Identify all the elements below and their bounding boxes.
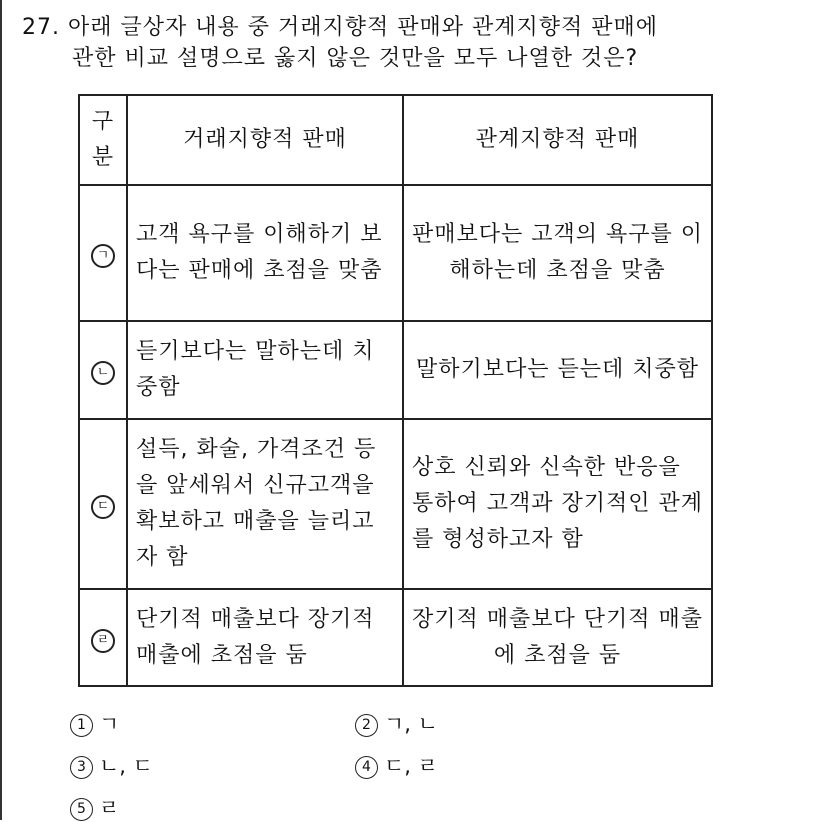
choice-number: 4 bbox=[355, 756, 378, 779]
choice-number: 1 bbox=[70, 714, 93, 737]
choice-text: ㄹ bbox=[99, 796, 120, 820]
choice-number: 5 bbox=[70, 798, 93, 821]
page-left-border bbox=[0, 0, 2, 820]
header-gubun-char-1: 구 bbox=[91, 109, 115, 134]
table-row bbox=[79, 419, 712, 589]
choice-text: ㄴ, ㄷ bbox=[99, 754, 153, 778]
comparison-table bbox=[78, 94, 713, 687]
choice-text: ㄱ, ㄴ bbox=[384, 712, 438, 736]
transaction-cell: 듣기보다는 말하는데 치중함 bbox=[127, 321, 403, 419]
choice-3[interactable] bbox=[70, 750, 153, 780]
choice-text: ㄱ bbox=[99, 712, 120, 736]
header-gubun-char-2: 분 bbox=[91, 145, 115, 170]
table-header-row bbox=[79, 95, 712, 185]
transaction-cell: 고객 욕구를 이해하기 보다는 판매에 초점을 맞춤 bbox=[127, 185, 403, 321]
row-mark-badge: ㄱ bbox=[91, 244, 115, 268]
row-mark-cell bbox=[79, 321, 127, 419]
question-line-2: 관한 비교 설명으로 옳지 않은 것만을 모두 나열한 것은? bbox=[72, 46, 639, 71]
header-relationship-selling: 관계지향적 판매 bbox=[403, 95, 712, 185]
row-mark-badge: ㄹ bbox=[91, 629, 115, 653]
choice-2[interactable] bbox=[355, 708, 438, 738]
table-row bbox=[79, 589, 712, 686]
choice-4[interactable] bbox=[355, 750, 438, 780]
row-mark-badge: ㄴ bbox=[91, 361, 115, 385]
choice-5[interactable] bbox=[70, 792, 119, 822]
header-transaction-selling: 거래지향적 판매 bbox=[127, 95, 403, 185]
header-gubun bbox=[79, 95, 127, 185]
transaction-cell: 설득, 화술, 가격조건 등을 앞세워서 신규고객을 확보하고 매출을 늘리고자 함 bbox=[127, 419, 403, 589]
table-row bbox=[79, 185, 712, 321]
table-row bbox=[79, 321, 712, 419]
row-mark-cell bbox=[79, 185, 127, 321]
relationship-cell: 상호 신뢰와 신속한 반응을 통하여 고객과 장기적인 관계를 형성하고자 함 bbox=[403, 419, 712, 589]
relationship-cell: 장기적 매출보다 단기적 매출에 초점을 둠 bbox=[403, 589, 712, 686]
row-mark-cell bbox=[79, 589, 127, 686]
choice-number: 3 bbox=[70, 756, 93, 779]
relationship-cell: 말하기보다는 듣는데 치중함 bbox=[403, 321, 712, 419]
transaction-cell: 단기적 매출보다 장기적 매출에 초점을 둠 bbox=[127, 589, 403, 686]
choice-text: ㄷ, ㄹ bbox=[384, 754, 438, 778]
question-line-1: 27. 아래 글상자 내용 중 거래지향적 판매와 관계지향적 판매에 bbox=[22, 15, 658, 40]
choice-number: 2 bbox=[355, 714, 378, 737]
relationship-cell: 판매보다는 고객의 욕구를 이해하는데 초점을 맞춤 bbox=[403, 185, 712, 321]
row-mark-cell bbox=[79, 419, 127, 589]
question-text bbox=[22, 12, 812, 74]
row-mark-badge: ㄷ bbox=[91, 495, 115, 519]
choice-1[interactable] bbox=[70, 708, 119, 738]
